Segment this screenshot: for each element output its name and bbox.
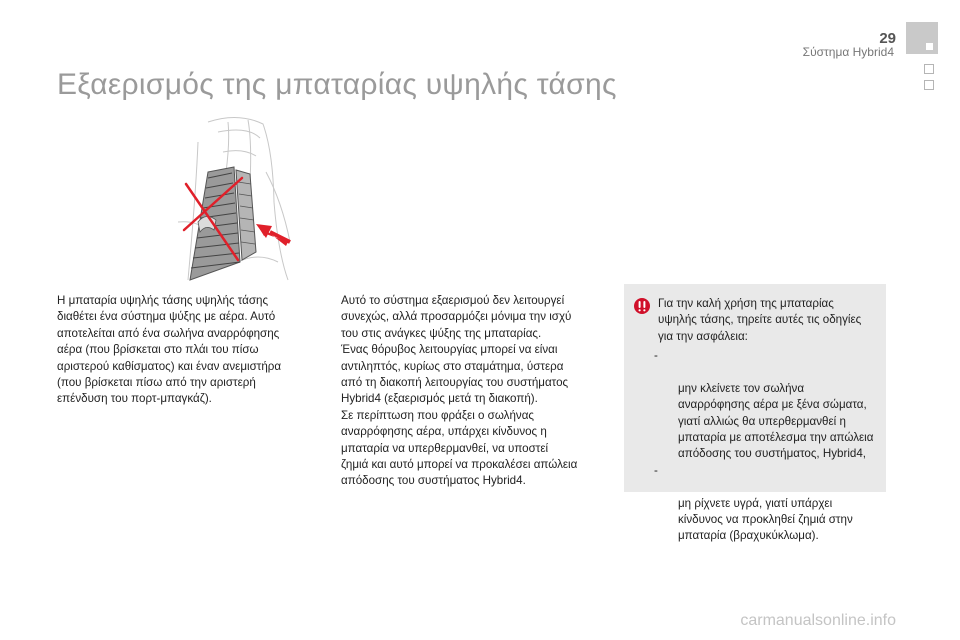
watermark: carmanualsonline.info	[740, 612, 896, 629]
section-tab[interactable]	[924, 64, 934, 74]
warning-exclamation-icon	[634, 298, 650, 314]
warning-list	[648, 348, 880, 545]
list-bullet: -	[654, 349, 658, 362]
list-item-text: μην κλείνετε τον σωλήνα αναρρόφησης αέρα με ξένα σώματα, γιατί αλλιώς θα υπερθερμανθεί η μπαταρία με αποτέλεσμα την απώλεια απόδοσης του συστήματος, Hybrid4,	[678, 381, 874, 461]
list-item	[648, 348, 880, 463]
list-bullet: -	[654, 463, 658, 477]
safety-warning-box	[624, 284, 886, 543]
section-title: Σύστημα Hybrid4	[802, 45, 894, 59]
section-tab-active[interactable]	[906, 22, 938, 54]
page-number: 29	[879, 30, 896, 47]
list-item	[648, 463, 880, 545]
section-tab[interactable]	[924, 80, 934, 90]
rear-seat-air-intake-illustration	[178, 112, 298, 282]
ventilation-column	[341, 293, 603, 490]
list-item-text: μη ρίχνετε υγρά, γιατί υπάρχει κίνδυνος να προκληθεί ζημιά στην μπαταρία (βραχυκύκλωμα).	[678, 496, 853, 543]
intro-paragraph: Η μπαταρία υψηλής τάσης υψηλής τάσης διαθέτει ένα σύστημα ψύξης με αέρα. Αυτό αποτελείται από ένα σωλήνα αναρρόφησης αέρα (που βρίσκεται στο πλάι του πίσω αριστερού καθίσματος) και έναν ανεμιστήρα (που βρίσκεται πίσω από την αριστερή επένδυση του πορτ-μπαγκάζ).	[57, 294, 282, 406]
ventilation-paragraph: Αυτό το σύστημα εξαερισμού δεν λειτουργεί συνεχώς, αλλά προσαρμόζει μόνιμα την ισχύ του στις ανάγκες ψύξης της μπαταρίας. Ένας θόρυβος λειτουργίας μπορεί να είναι αντιληπτός, κυρίως στο σταμάτημα, ύστερα από τη διακοπή λειτουργίας του συστήματος Hybrid4 (εξαερισμός μετά τη διακοπή). Σε περίπτωση που φράξει ο σωλήνας αναρρόφησης αέρα, υπάρχει κίνδυνος η μπαταρία να υπερθερμανθεί, να υποστεί ζημιά και αυτό μπορεί να προκαλέσει απώλεια απόδοσης του συστήματος Hybrid4.	[341, 294, 578, 488]
intro-column	[57, 293, 307, 408]
page-title: Εξαερισμός της μπαταρίας υψηλής τάσης	[57, 68, 617, 101]
red-arrow-icon	[256, 224, 290, 246]
tab-marker	[926, 43, 933, 50]
warning-intro: Για την καλή χρήση της μπαταρίας υψηλής τάσης, τηρείτε αυτές τις οδηγίες για την ασφάλεια:	[658, 297, 862, 343]
